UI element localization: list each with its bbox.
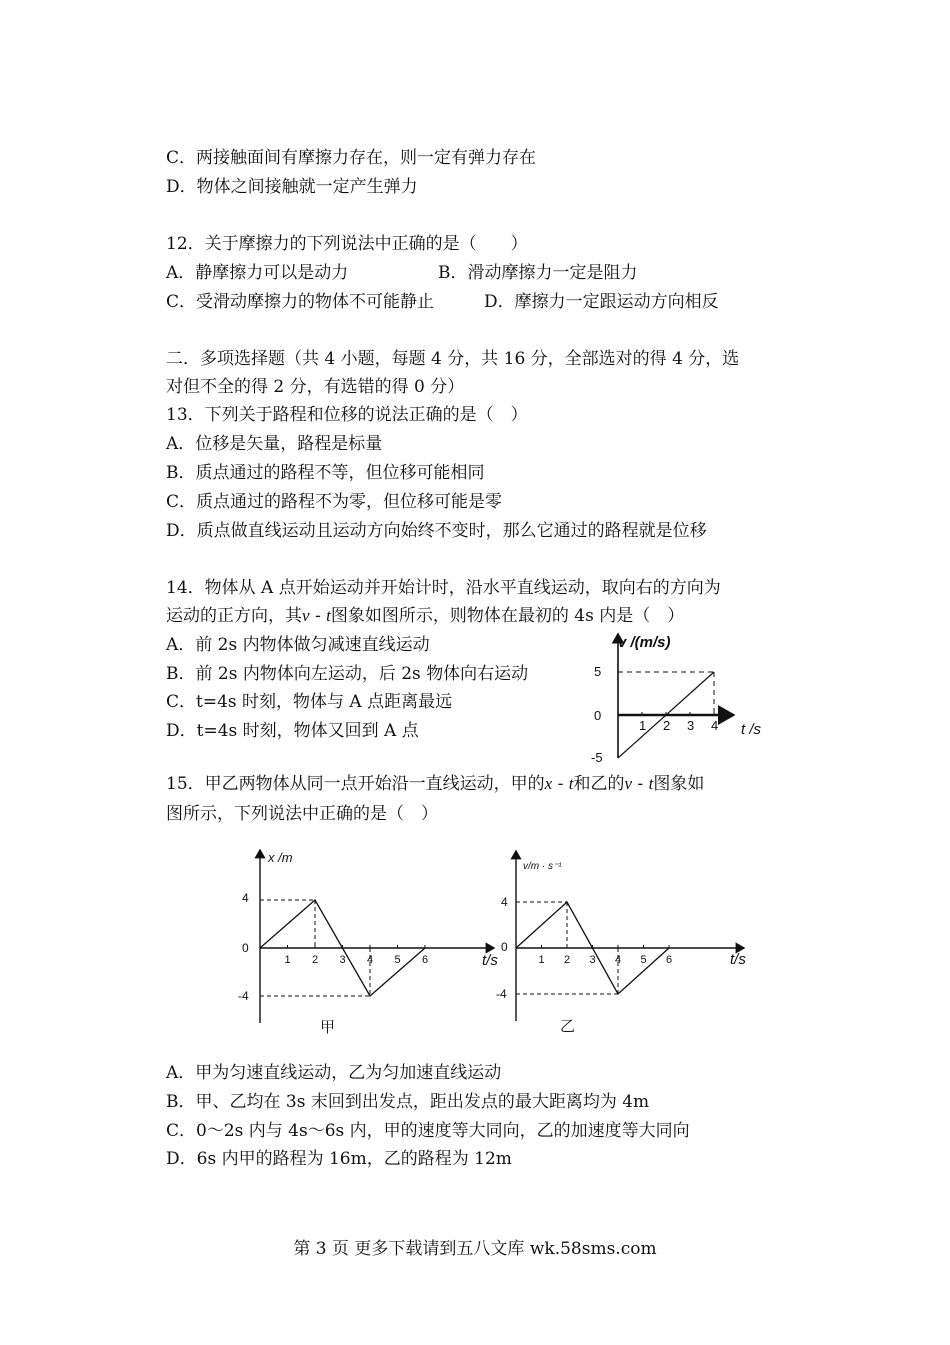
q14-stem-line2 bbox=[166, 605, 684, 627]
q14-var-v: v bbox=[302, 606, 310, 625]
q14-option-b: B．前 2s 内物体向左运动，后 2s 物体向右运动 bbox=[166, 664, 529, 684]
section2-heading-line1: 二．多项选择题（共 4 小题，每题 4 分，共 16 分，全部选对的得 4 分，选 bbox=[166, 349, 740, 369]
q14-var-t: t bbox=[326, 606, 331, 625]
y-axis-label: v/m · s⁻¹ bbox=[523, 861, 562, 872]
q15-var-t2: t bbox=[648, 774, 654, 793]
x-tick-1: 1 bbox=[284, 954, 291, 966]
page-footer: 第 3 页 更多下载请到五八文库 wk.58sms.com bbox=[293, 1239, 657, 1259]
x-tick-6: 6 bbox=[422, 954, 429, 966]
q15-option-c: C．0～2s 内与 4s～6s 内，甲的速度等大同向，乙的加速度等大同向 bbox=[166, 1121, 690, 1141]
q12-option-c: C．受滑动摩擦力的物体不可能静止 bbox=[166, 292, 435, 312]
q15-var-v: v bbox=[624, 774, 633, 793]
q15-yi-vt-graph bbox=[490, 845, 765, 1040]
q12-option-a: A．静摩擦力可以是动力 bbox=[166, 263, 349, 283]
x-tick-4: 4 bbox=[711, 718, 719, 733]
q12-stem: 12．关于摩擦力的下列说法中正确的是（ ） bbox=[166, 234, 528, 254]
q14-vt-graph bbox=[588, 628, 773, 763]
q14-stem-pre: 运动的正方向，其 bbox=[166, 606, 302, 626]
x-tick-3: 3 bbox=[589, 954, 596, 966]
q13-option-c: C．质点通过的路程不为零，但位移可能是零 bbox=[166, 492, 503, 512]
y-tick-0: 0 bbox=[594, 708, 602, 723]
q14-option-d: D．t=4s 时刻，物体又回到 A 点 bbox=[166, 721, 419, 741]
x-tick-1: 1 bbox=[538, 954, 545, 966]
q14-option-c: C．t=4s 时刻，物体与 A 点距离最远 bbox=[166, 692, 453, 712]
x-tick-4: 4 bbox=[615, 954, 622, 966]
x-tick-1: 1 bbox=[639, 718, 647, 733]
q11-option-c: C．两接触面间有摩擦力存在，则一定有弹力存在 bbox=[166, 148, 537, 168]
q13-stem: 13．下列关于路程和位移的说法正确的是（ ） bbox=[166, 405, 528, 425]
x-tick-2: 2 bbox=[663, 718, 671, 733]
q13-option-b: B．质点通过的路程不等，但位移可能相同 bbox=[166, 463, 485, 483]
x-axis-label: t/s bbox=[482, 952, 498, 969]
q14-stem-line1: 14．物体从 A 点开始运动并开始计时，沿水平直线运动，取向右的方向为 bbox=[166, 578, 721, 598]
q11-option-d: D．物体之间接触就一定产生弹力 bbox=[166, 177, 418, 197]
y-tick-neg4: -4 bbox=[238, 989, 249, 1003]
y-axis-label: x /m bbox=[268, 850, 293, 865]
q14-option-a: A．前 2s 内物体做匀减速直线运动 bbox=[166, 635, 430, 655]
q14-stem-post: 图象如图所示，则物体在最初的 4s 内是（ ） bbox=[330, 606, 685, 626]
y-tick-0: 0 bbox=[242, 941, 249, 955]
y-tick-5: 5 bbox=[594, 664, 602, 679]
y-tick-neg4: -4 bbox=[496, 987, 507, 1001]
x-axis-label: t/s bbox=[730, 951, 746, 968]
x-tick-5: 5 bbox=[640, 954, 647, 966]
x-tick-3: 3 bbox=[339, 954, 346, 966]
q14-dash: - bbox=[309, 606, 327, 626]
q12-option-b: B．滑动摩擦力一定是阻力 bbox=[438, 263, 638, 283]
q15-stem-pre: 15．甲乙两物体从同一点开始沿一直线运动，甲的 bbox=[166, 774, 545, 794]
q15-dash2: - bbox=[632, 774, 649, 794]
q15-jia-xt-graph bbox=[232, 845, 504, 1040]
y-tick-4: 4 bbox=[242, 891, 249, 905]
q15-stem-mid: 和乙的 bbox=[573, 774, 625, 794]
x-axis-label: t /s bbox=[741, 721, 762, 738]
x-tick-2: 2 bbox=[564, 954, 571, 966]
caption-yi: 乙 bbox=[560, 1018, 576, 1035]
q15-stem-post: 图象如 bbox=[653, 774, 705, 794]
x-tick-4: 4 bbox=[367, 954, 374, 966]
section2-heading-line2: 对但不全的得 2 分，有选错的得 0 分） bbox=[166, 377, 465, 397]
q12-option-d: D．摩擦力一定跟运动方向相反 bbox=[484, 292, 719, 312]
q13-option-d: D．质点做直线运动且运动方向始终不变时，那么它通过的路程就是位移 bbox=[166, 521, 707, 541]
y-tick-0: 0 bbox=[501, 940, 508, 954]
q15-option-d: D．6s 内甲的路程为 16m，乙的路程为 12m bbox=[166, 1149, 512, 1169]
q15-stem-line2: 图所示，下列说法中正确的是（ ） bbox=[166, 804, 438, 824]
x-tick-2: 2 bbox=[312, 954, 319, 966]
q15-dash1: - bbox=[552, 774, 569, 794]
x-tick-6: 6 bbox=[666, 954, 673, 966]
y-axis-label: v /(m/s) bbox=[618, 634, 671, 651]
q15-option-b: B．甲、乙均在 3s 末回到出发点，距出发点的最大距离均为 4m bbox=[166, 1092, 650, 1112]
q15-stem-line1 bbox=[166, 773, 704, 795]
q13-option-a: A．位移是矢量，路程是标量 bbox=[166, 434, 383, 454]
q15-option-a: A．甲为匀速直线运动，乙为匀加速直线运动 bbox=[166, 1063, 502, 1083]
x-tick-3: 3 bbox=[687, 718, 695, 733]
q15-var-t1: t bbox=[568, 774, 574, 793]
caption-jia: 甲 bbox=[320, 1019, 336, 1036]
y-tick-neg5: -5 bbox=[591, 750, 603, 763]
q15-var-x: x bbox=[544, 774, 553, 793]
x-tick-5: 5 bbox=[394, 954, 401, 966]
y-tick-4: 4 bbox=[501, 895, 508, 909]
